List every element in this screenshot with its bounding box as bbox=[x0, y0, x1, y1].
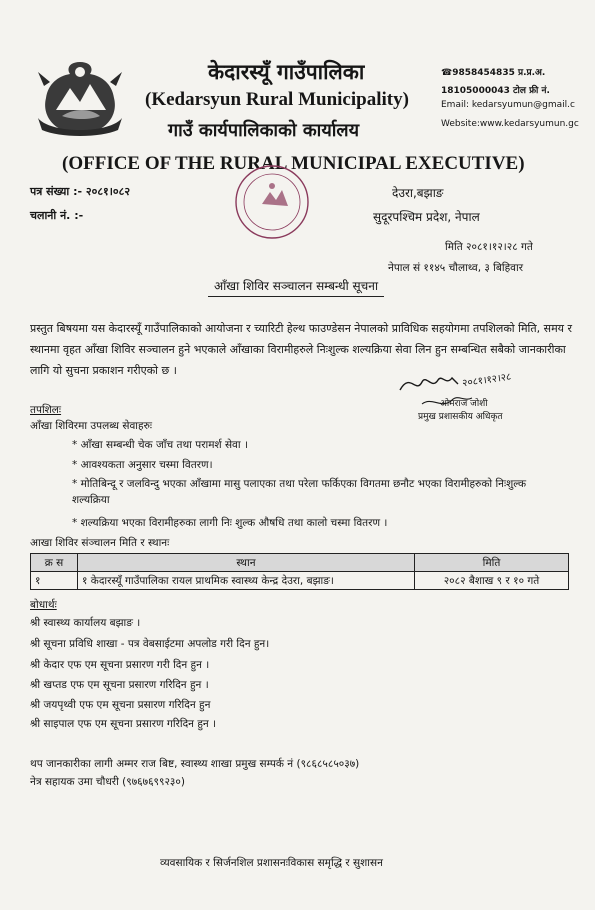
service-item: * मोतिबिन्दू र जलविन्दु भएका आँखामा मासु पलाएका तथा परेला फर्किएका विगतमा छनौट भएका विरामीहरुको निःशुल्क शल्यक्रिया bbox=[72, 478, 527, 506]
cell-date: २०८२ बैशाख ९ र १० गते bbox=[415, 572, 569, 590]
table-row bbox=[31, 572, 569, 590]
signatory-title: प्रमुख प्रशासकीय अधिकृत bbox=[418, 412, 503, 422]
table-header-row bbox=[31, 554, 569, 572]
dispatch-number: चलानी नं. :- bbox=[30, 209, 84, 222]
notice-body: प्रस्तुत बिषयमा यस केदारस्यूँ गाउँपालिकाको आयोजना र च्यारिटी हेल्थ फाउण्डेसन नेपालको प्राविधिक सहयोगमा तपशिलको मिति, समय र स्थानमा वृहत आँखा शिविर सञ्चालन हुने भएकाले आँखाका विरामीहरुले निःशुल्क शल्यक्रिया सेवा लिन हुन सम्बन्धित सबैको जानकारीका लागि यो सुचना प्रकाशन गरीएको छ । bbox=[30, 322, 573, 377]
service-item: * आँखा सम्बन्धी चेक जाँच तथा परामर्श सेवा । bbox=[72, 439, 248, 451]
contact-line: थप जानकारीका लागी अम्मर राज बिष्ट, स्वास्थ्य शाखा प्रमुख सम्पर्क नं (९८६८५८५०३७) bbox=[30, 758, 360, 770]
email-address[interactable]: Email: kedarsyumun@gmail.c bbox=[441, 100, 575, 110]
cc-heading: बोधार्थः bbox=[30, 599, 57, 611]
office-name-english: (OFFICE OF THE RURAL MUNICIPAL EXECUTIVE) bbox=[62, 153, 525, 174]
services-heading: आँखा शिविरमा उपलब्ध सेवाहरुः bbox=[30, 420, 152, 432]
cc-item: श्री जयपृथ्वी एफ एम सूचना प्रसारण गरिदिन हुन bbox=[30, 699, 211, 711]
cell-location: १ केदारस्यूँ गाउँपालिका रायल प्राथमिक स्वास्थ्य केन्द्र देउरा, बझाङ। bbox=[78, 572, 415, 590]
cc-item: श्री केदार एफ एम सूचना प्रसारण गरी दिन हुन । bbox=[30, 659, 210, 671]
office-name-nepali: गाउँ कार्यपालिकाको कार्यालय bbox=[168, 120, 360, 141]
cc-item: श्री सूचना प्रविधि शाखा - पत्र वेबसाईटमा अपलोड गरी दिन हुन। bbox=[30, 638, 270, 650]
tollfree-number: 18105000043 टोल फ्री नं. bbox=[441, 86, 550, 96]
location-line1: देउरा,बझाङ bbox=[392, 186, 444, 200]
subject-line: आँखा शिविर सञ्चालन सम्बन्धी सूचना bbox=[208, 276, 384, 297]
footer-slogan: व्यवसायिक र सिर्जनशिल प्रशासनःविकास समृद्धि र सुशासन bbox=[160, 857, 383, 869]
signature-date: २०८१।१२।२८ bbox=[461, 371, 512, 390]
cc-item: श्री साइपाल एफ एम सूचना प्रसारण गरिदिन हुन । bbox=[30, 718, 217, 730]
schedule-heading: आखा शिविर संञ्चालन मिति र स्थानः bbox=[30, 537, 170, 549]
cc-item: श्री स्वास्थ्य कार्यालय बझाङ । bbox=[30, 617, 141, 629]
col-header-location: स्थान bbox=[78, 554, 415, 572]
municipality-name-nepali: केदारस्यूँ गाउँपालिका bbox=[208, 59, 365, 84]
col-header-serial: क्र स bbox=[31, 554, 78, 572]
location-line2: सुदूरपश्चिम प्रदेश, नेपाल bbox=[373, 210, 480, 224]
service-item: * शल्यक्रिया भएका विरामीहरुका लागी निः शुल्क औषधि तथा कालो चस्मा वितरण । bbox=[72, 517, 388, 529]
nepal-emblem-logo bbox=[30, 58, 130, 138]
contact-line: नेत्र सहायक उमा चौधरी (९७६७६९९२३०) bbox=[30, 776, 185, 788]
website-address[interactable]: Website:www.kedarsyumun.gc bbox=[441, 119, 579, 129]
schedule-table bbox=[30, 553, 569, 590]
phone-icon: ☎ bbox=[441, 68, 453, 78]
letter-date: मिति २०८१।१२।२८ गते bbox=[445, 241, 533, 253]
signatory-name: ओमराज जोशी bbox=[440, 399, 488, 409]
letter-number: पत्र संख्या :- २०८१।०८२ bbox=[30, 185, 131, 198]
cell-serial: १ bbox=[31, 572, 78, 590]
phone-number: ☎9858454835 प्र.प्र.अ. bbox=[441, 68, 546, 78]
municipality-name-english: (Kedarsyun Rural Municipality) bbox=[145, 89, 409, 110]
nepal-sambat-date: नेपाल सं ११४५ चौलाथ्व, ३ बिहिवार bbox=[388, 262, 524, 274]
office-stamp bbox=[232, 162, 312, 242]
details-heading: तपशिलः bbox=[30, 404, 62, 416]
service-item: * आवश्यकता अनुसार चस्मा वितरण। bbox=[72, 459, 213, 471]
col-header-date: मिति bbox=[415, 554, 569, 572]
cc-item: श्री खप्तड एफ एम सूचना प्रसारण गरिदिन हुन । bbox=[30, 679, 209, 691]
